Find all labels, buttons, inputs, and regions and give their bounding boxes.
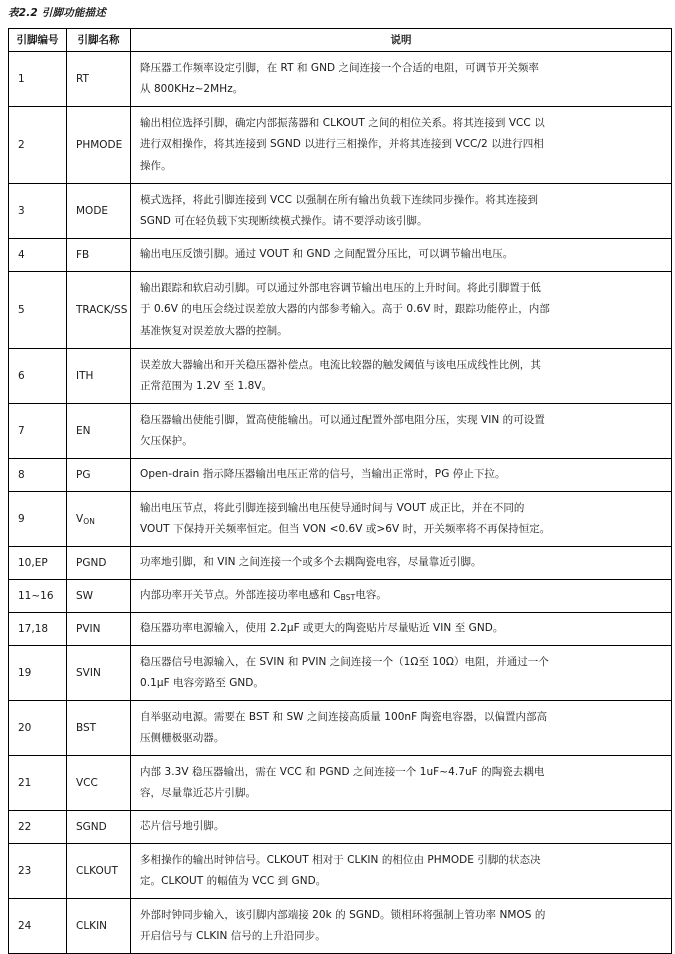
cell-pin-number: 19 — [9, 646, 67, 701]
cell-pin-name: PVIN — [67, 613, 131, 646]
column-header-pin-number: 引脚编号 — [9, 29, 67, 52]
cell-description — [131, 756, 672, 811]
table-caption: 表2.2 引脚功能描述 — [8, 7, 106, 19]
cell-pin-number: 6 — [9, 349, 67, 404]
cell-pin-name: VCC — [67, 756, 131, 811]
pin-name-subscript: ON — [83, 516, 95, 526]
table-row — [9, 701, 672, 756]
table-row — [9, 580, 672, 613]
cell-description — [131, 492, 672, 547]
cell-pin-name: SW — [67, 580, 131, 613]
cell-pin-name: SGND — [67, 811, 131, 844]
description-line: 欠压保护。 — [140, 435, 193, 447]
cell-pin-number: 8 — [9, 459, 67, 492]
description-line: 输出相位选择引脚，确定内部振荡器和 CLKOUT 之间的相位关系。将其连接到 VCC 以 — [140, 116, 545, 129]
inline-subscript: BST — [340, 593, 356, 603]
cell-description — [131, 52, 672, 107]
cell-pin-name: PHMODE — [67, 107, 131, 184]
table-row — [9, 547, 672, 580]
table-row — [9, 272, 672, 349]
cell-pin-name: FB — [67, 239, 131, 272]
description-line: 输出电压反馈引脚。通过 VOUT 和 GND 之间配置分压比，可以调节输出电压。 — [140, 248, 514, 261]
description-line: 内部 3.3V 稳压器输出，需在 VCC 和 PGND 之间连接一个 1uF~4.7uF 的陶瓷去耦电 — [140, 765, 545, 778]
description-line: 操作。 — [140, 159, 172, 172]
cell-pin-number: 17,18 — [9, 613, 67, 646]
cell-pin-number: 24 — [9, 899, 67, 954]
table-header — [9, 29, 672, 52]
table-body — [9, 52, 672, 954]
description-line: 降压器工作频率设定引脚，在 RT 和 GND 之间连接一个合适的电阻，可调节开关频率 — [140, 61, 539, 74]
column-header-pin-name: 引脚名称 — [67, 29, 131, 52]
description-line: 开启信号与 CLKIN 信号的上升沿同步。 — [140, 930, 326, 942]
description-line: 功率地引脚，和 VIN 之间连接一个或多个去耦陶瓷电容，尽量靠近引脚。 — [140, 556, 482, 569]
description-line: 压侧栅极驱动器。 — [140, 732, 225, 744]
cell-pin-name: TRACK/SS — [67, 272, 131, 349]
description-line: 内部功率开关节点。外部连接功率电感和 $C_{BST}$电容。 — [140, 589, 387, 603]
description-line: Open-drain 指示降压器输出电压正常的信号，当输出正常时，PG 停止下拉。 — [140, 468, 506, 481]
cell-pin-number: 23 — [9, 844, 67, 899]
table-row — [9, 184, 672, 239]
table-header-row — [9, 29, 672, 52]
table-row — [9, 107, 672, 184]
table-row — [9, 756, 672, 811]
cell-pin-name: RT — [67, 52, 131, 107]
description-line: 自举驱动电源。需要在 BST 和 SW 之间连接高质量 100nF 陶瓷电容器，以偏置内部高 — [140, 710, 548, 723]
cell-pin-number: 4 — [9, 239, 67, 272]
cell-pin-number: 11~16 — [9, 580, 67, 613]
description-line: 稳压器信号电源输入，在 SVIN 和 PVIN 之间连接一个（1Ω至 10Ω）电阻，并通过一个 — [140, 655, 549, 668]
cell-pin-number: 20 — [9, 701, 67, 756]
cell-pin-number: 22 — [9, 811, 67, 844]
table-row — [9, 459, 672, 492]
description-line: SGND 可在轻负载下实现断续模式操作。请不要浮动该引脚。 — [140, 215, 428, 227]
description-line: 稳压器输出使能引脚，置高使能输出。可以通过配置外部电阻分压，实现 VIN 的可设置 — [140, 413, 545, 426]
description-line: 输出跟踪和软启动引脚。可以通过外部电容调节输出电压的上升时间。将此引脚置于低 — [140, 281, 541, 294]
description-line: 正常范围为 1.2V 至 1.8V。 — [140, 380, 273, 392]
description-line: 从 800KHz~2MHz。 — [140, 83, 244, 95]
table-row — [9, 404, 672, 459]
cell-pin-name: BST — [67, 701, 131, 756]
description-line: 模式选择，将此引脚连接到 VCC 以强制在所有输出负载下连续同步操作。将其连接到 — [140, 193, 539, 206]
table-row — [9, 899, 672, 954]
description-line: 误差放大器输出和开关稳压器补偿点。电流比较器的触发阈值与该电压成线性比例，其 — [140, 358, 541, 371]
cell-pin-number: 2 — [9, 107, 67, 184]
table-row — [9, 613, 672, 646]
cell-description — [131, 404, 672, 459]
cell-pin-name: $V_{ON}$ — [67, 492, 131, 547]
description-line: 容，尽量靠近芯片引脚。 — [140, 787, 257, 799]
cell-description — [131, 349, 672, 404]
table-row — [9, 811, 672, 844]
description-line: 输出电压节点，将此引脚连接到输出电压使导通时间与 VOUT 成正比，并在不同的 — [140, 501, 525, 514]
table-row — [9, 492, 672, 547]
cell-pin-name: SVIN — [67, 646, 131, 701]
cell-description — [131, 613, 672, 646]
table-row — [9, 349, 672, 404]
cell-description — [131, 107, 672, 184]
cell-description — [131, 547, 672, 580]
description-line: 定。CLKOUT 的幅值为 VCC 到 GND。 — [140, 875, 327, 887]
table-row — [9, 52, 672, 107]
cell-pin-name: CLKIN — [67, 899, 131, 954]
cell-pin-number: 10,EP — [9, 547, 67, 580]
table-row — [9, 239, 672, 272]
cell-description — [131, 646, 672, 701]
cell-description — [131, 701, 672, 756]
description-line: 于 0.6V 的电压会绕过误差放大器的内部参考输入。高于 0.6V 时，跟踪功能停止，内部 — [140, 303, 550, 316]
cell-description — [131, 459, 672, 492]
cell-description — [131, 844, 672, 899]
cell-pin-name: ITH — [67, 349, 131, 404]
cell-pin-number: 7 — [9, 404, 67, 459]
description-line: VOUT 下保持开关频率恒定。但当 VON <0.6V 或>6V 时，开关频率将不再保持恒定。 — [140, 523, 551, 535]
cell-pin-name: EN — [67, 404, 131, 459]
description-line: 0.1μF 电容旁路至 GND。 — [140, 677, 264, 689]
cell-pin-number: 21 — [9, 756, 67, 811]
cell-pin-name: PGND — [67, 547, 131, 580]
description-line: 外部时钟同步输入，该引脚内部端接 20k 的 SGND。锁相环将强制上管功率 NMOS 的 — [140, 908, 546, 921]
cell-description — [131, 580, 672, 613]
description-line: 稳压器功率电源输入，使用 2.2μF 或更大的陶瓷贴片尽量贴近 VIN 至 GND。 — [140, 622, 504, 635]
cell-pin-number: 1 — [9, 52, 67, 107]
table-row — [9, 646, 672, 701]
description-line: 芯片信号地引脚。 — [140, 820, 225, 833]
cell-pin-name: PG — [67, 459, 131, 492]
cell-pin-name: MODE — [67, 184, 131, 239]
description-line: 进行双相操作，将其连接到 SGND 以进行三相操作，并将其连接到 VCC/2 以进行四相 — [140, 138, 544, 151]
cell-description — [131, 272, 672, 349]
table-row — [9, 844, 672, 899]
cell-pin-number: 9 — [9, 492, 67, 547]
pin-function-table — [8, 28, 672, 954]
cell-pin-number: 5 — [9, 272, 67, 349]
column-header-description: 说明 — [131, 29, 672, 52]
description-line: 基准恢复对误差放大器的控制。 — [140, 324, 288, 337]
cell-description — [131, 184, 672, 239]
cell-description — [131, 811, 672, 844]
description-line: 多相操作的输出时钟信号。CLKOUT 相对于 CLKIN 的相位由 PHMODE 引脚的状态决 — [140, 853, 541, 866]
cell-pin-name: CLKOUT — [67, 844, 131, 899]
cell-description — [131, 239, 672, 272]
cell-description — [131, 899, 672, 954]
cell-pin-number: 3 — [9, 184, 67, 239]
